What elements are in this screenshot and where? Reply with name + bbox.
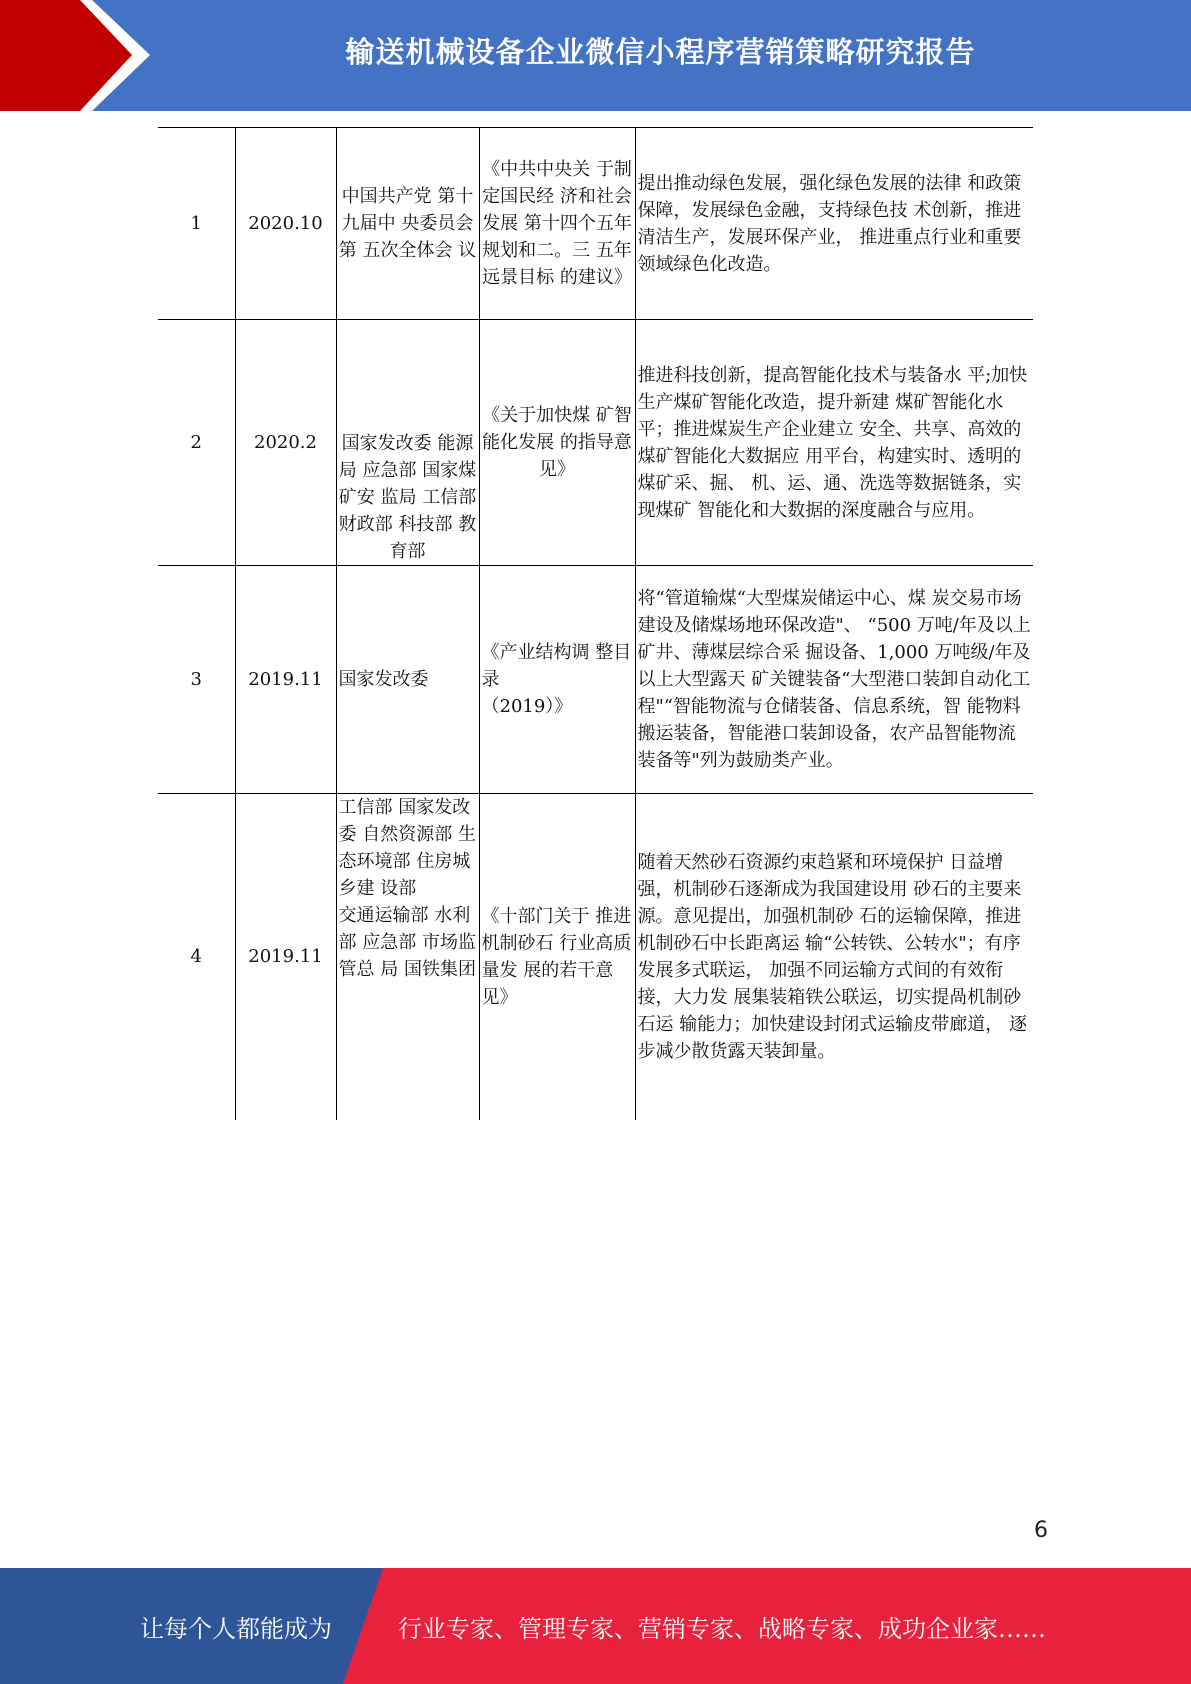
row-issuer: 国家发改委 能源局 应急部 国家煤矿安 监局 工信部 财政部 科技部 教育部	[336, 320, 479, 566]
row-issuer	[336, 794, 479, 1120]
row-issuer-line: 交通运输部 水利部 应急部 市场监管总 局 国铁集团	[338, 905, 476, 980]
table-row	[158, 128, 1033, 320]
row-document: 《中共中央关 于制定国民经 济和社会发展 第十四个五年 规划和二。三 五年远景目标 的建议》	[479, 128, 635, 320]
report-title: 输送机械设备企业微信小程序营销策略研究报告	[345, 34, 976, 69]
row-issuer-line: 工信部 国家发改委 自然资源部 生态环境部 住房城乡建 设部	[338, 797, 476, 899]
row-content: 推进科技创新，提高智能化技术与装备水 平;加快生产煤矿智能化改造，提升新建 煤矿智能化水平；推进煤炭生产企业建立 安全、共享、高效的煤矿智能化大数据应 用平台，构建实时、透明的煤矿采、掘、 机、运、通、洗选等数据链条，实现煤矿 智能化和大数据的深度融合与应用。	[635, 320, 1033, 566]
row-date: 2020.2	[235, 320, 336, 566]
table-row	[158, 320, 1033, 566]
table-row	[158, 566, 1033, 794]
footer-slogan-right: 行业专家、管理专家、营销专家、战略专家、成功企业家……	[398, 1614, 1046, 1643]
row-content: 随着天然砂石资源约束趋紧和环境保护 日益增强，机制砂石逐渐成为我国建设用 砂石的主要来源。意见提出，加强机制砂 石的运输保障，推进机制砂石中长距离运 输“公转铁、公转水"；有序发展多式联运， 加强不同运输方式间的有效衔接，大力发 展集装箱铁公联运，切实提咼机制砂石运 输能力；加快建设封闭式运输皮带廊道， 逐步减少散货露天装卸量。	[635, 794, 1033, 1120]
row-document: 《关于加快煤 矿智能化发展 的指导意见》	[479, 320, 635, 566]
row-number: 4	[158, 794, 235, 1120]
row-date: 2019.11	[235, 566, 336, 794]
row-date: 2020.10	[235, 128, 336, 320]
row-document	[479, 566, 635, 794]
footer-banner	[0, 1568, 1191, 1684]
policy-table-container	[158, 127, 1033, 1120]
row-document-line: （2019）》	[481, 696, 573, 717]
table-row	[158, 794, 1033, 1120]
policy-table	[158, 127, 1033, 1120]
row-number: 2	[158, 320, 235, 566]
page-number: 6	[1034, 1518, 1048, 1543]
row-content: 提出推动绿色发展，强化绿色发展的法律 和政策保障，发展绿色金融，支持绿色技 术创新，推进清洁生产，发展环保产业， 推进重点行业和重要领域绿色化改造。	[635, 128, 1033, 320]
row-document: 《十部门关于 推进机制砂石 行业高质量发 展的若干意 见》	[479, 794, 635, 1120]
row-issuer: 国家发改委	[336, 566, 479, 794]
row-number: 3	[158, 566, 235, 794]
row-number: 1	[158, 128, 235, 320]
row-date: 2019.11	[235, 794, 336, 1120]
header-banner	[0, 0, 1191, 111]
footer-slogan-left: 让每个人都能成为	[140, 1614, 332, 1643]
row-issuer: 中国共产党 第十九届中 央委员会第 五次全体会 议	[336, 128, 479, 320]
row-content: 将“管道输煤“大型煤炭储运中心、煤 炭交易市场建设及储煤场地环保改造"、 “500 万吨/年及以上矿井、薄煤层综合采 掘设备、1,000 万吨级/年及以上大型露天 矿关键装备“大型港口装卸自动化工 程"“智能物流与仓储装备、信息系统，智 能物料搬运装备，智能港口装卸设备，农产品智能物流装备等"列为鼓励类产业。	[635, 566, 1033, 794]
row-document-line: 《产业结构调 整目录	[481, 642, 632, 690]
